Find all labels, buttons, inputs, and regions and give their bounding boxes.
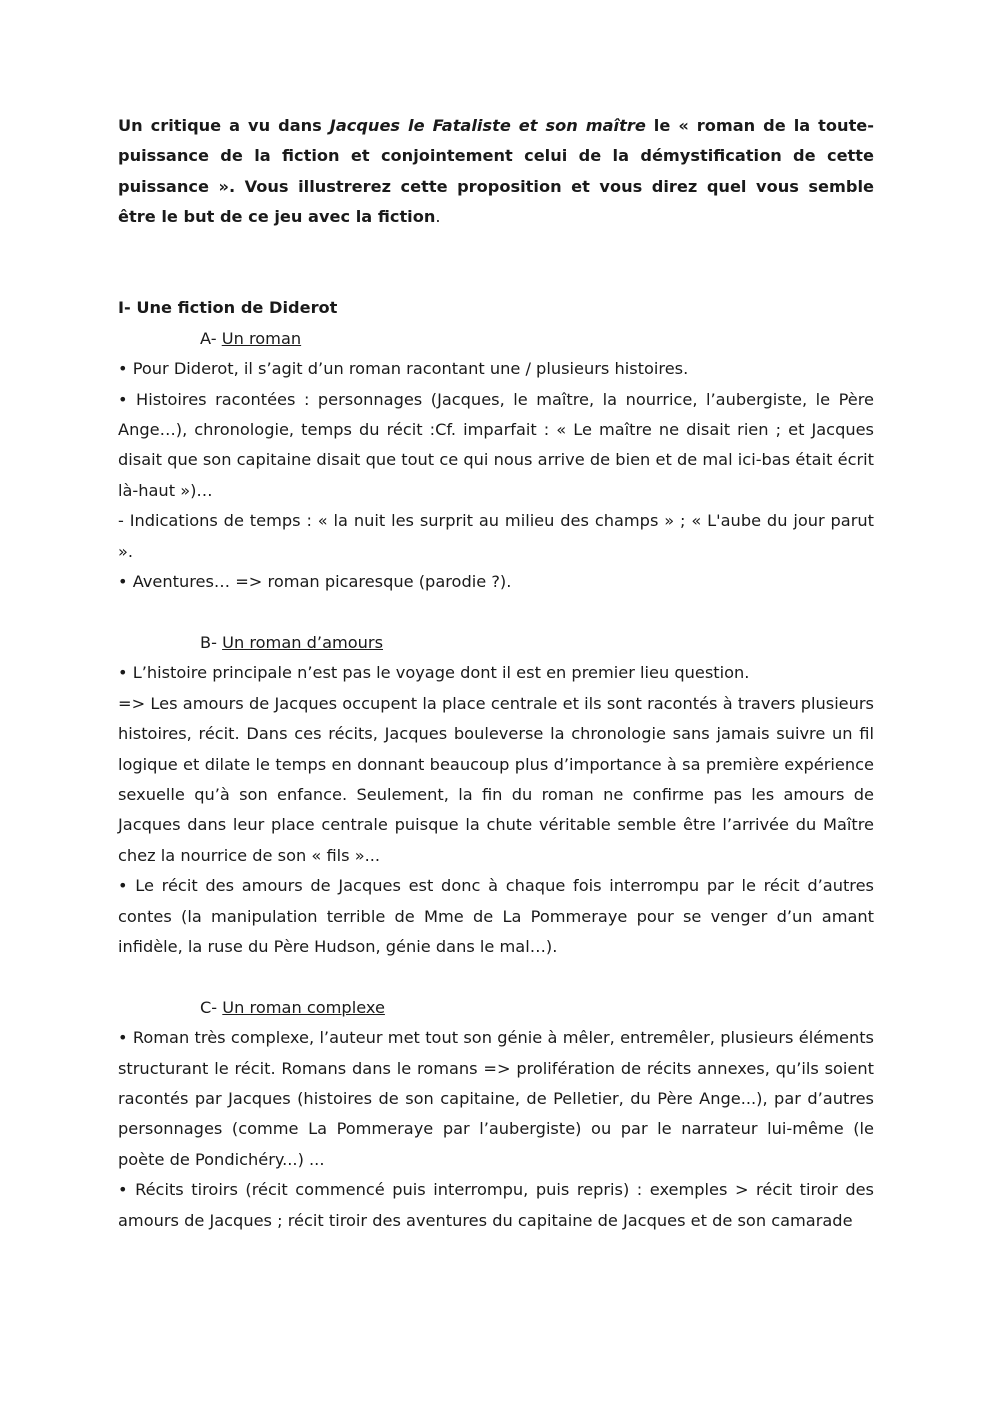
paragraph: • Histoires racontées : personnages (Jacques, le maître, la nourrice, l’aubergiste, le Père Ange…), chronologie, temps du récit :Cf. imparfait : « Le maître ne disait rien ; et Jacques disait que son capitaine disait que tout ce qui nous arrive de bien et de mal ici-bas était écrit là-haut »)…	[118, 389, 874, 500]
paragraph: • L’histoire principale n’est pas le voyage dont il est en premier lieu question.	[118, 663, 750, 683]
paragraph: • Aventures… => roman picaresque (parodie ?).	[118, 572, 512, 592]
spacer	[118, 233, 874, 294]
prompt-text-start: Un critique a vu dans	[118, 116, 330, 135]
spacer	[118, 962, 874, 992]
paragraph: • Pour Diderot, il s’agit d’un roman racontant une / plusieurs histoires.	[118, 359, 689, 379]
paragraph: => Les amours de Jacques occupent la place centrale et ils sont racontés à travers plusieurs histoires, récit. Dans ces récits, Jacques bouleverse la chronologie sans jamais suivre un fil logique et dilate le temps en donnant beaucoup plus d’importance à sa première expérience sexuelle qu’à son enfance. Seulement, la fin du roman ne confirme pas les amours de Jacques dans leur place centrale puisque la chute véritable semble être l’arrivée du Maître chez la nourrice de son « fils »...	[118, 693, 874, 865]
subsection-title: Un roman d’amours	[222, 632, 384, 652]
section-title: I- Une fiction de Diderot	[118, 298, 338, 318]
subsection-title: Un roman	[221, 328, 302, 348]
document-page	[118, 111, 874, 1236]
prompt-period: .	[435, 207, 441, 227]
subsection-prefix: A-	[200, 328, 222, 348]
paragraph: • Récits tiroirs (récit commencé puis interrompu, puis repris) : exemples > récit tiroir des amours de Jacques ; récit tiroir des aventures du capitaine de Jacques et de son camarade	[118, 1180, 874, 1230]
paragraph: • Le récit des amours de Jacques est donc à chaque fois interrompu par le récit d’autres contes (la manipulation terrible de Mme de La Pommeraye pour se venger d’un amant infidèle, la ruse du Père Hudson, génie dans le mal…).	[118, 876, 874, 956]
work-title: Jacques le Fataliste et son maître	[329, 116, 646, 135]
paragraph: • Roman très complexe, l’auteur met tout son génie à mêler, entremêler, plusieurs éléments structurant le récit. Romans dans le romans => prolifération de récits annexes, qu’ils soient racontés par Jacques (histoires de son capitaine, de Pelletier, du Père Ange...), par d’autres personnages (comme La Pommeraye par l’aubergiste) ou par le narrateur lui-même (le poète de Pondichéry...) ...	[118, 1028, 874, 1169]
subsection-heading-b	[118, 628, 874, 658]
subsection-heading-c	[118, 993, 874, 1023]
subsection-heading-a	[118, 324, 874, 354]
paragraph: - Indications de temps : « la nuit les surprit au milieu des champs » ; « L'aube du jour parut ».	[118, 511, 874, 561]
subsection-prefix: B-	[200, 632, 223, 652]
prompt-text-rest: le « roman de la toute-puissance de la fiction et conjointement celui de la démystification de cette puissance ». Vous illustrerez cette proposition et vous direz quel vous semble être le but de ce jeu avec la fiction	[118, 116, 875, 227]
spacer	[118, 597, 874, 627]
essay-prompt	[118, 111, 874, 233]
subsection-prefix: C-	[200, 997, 223, 1017]
subsection-title: Un roman complexe	[222, 997, 385, 1017]
